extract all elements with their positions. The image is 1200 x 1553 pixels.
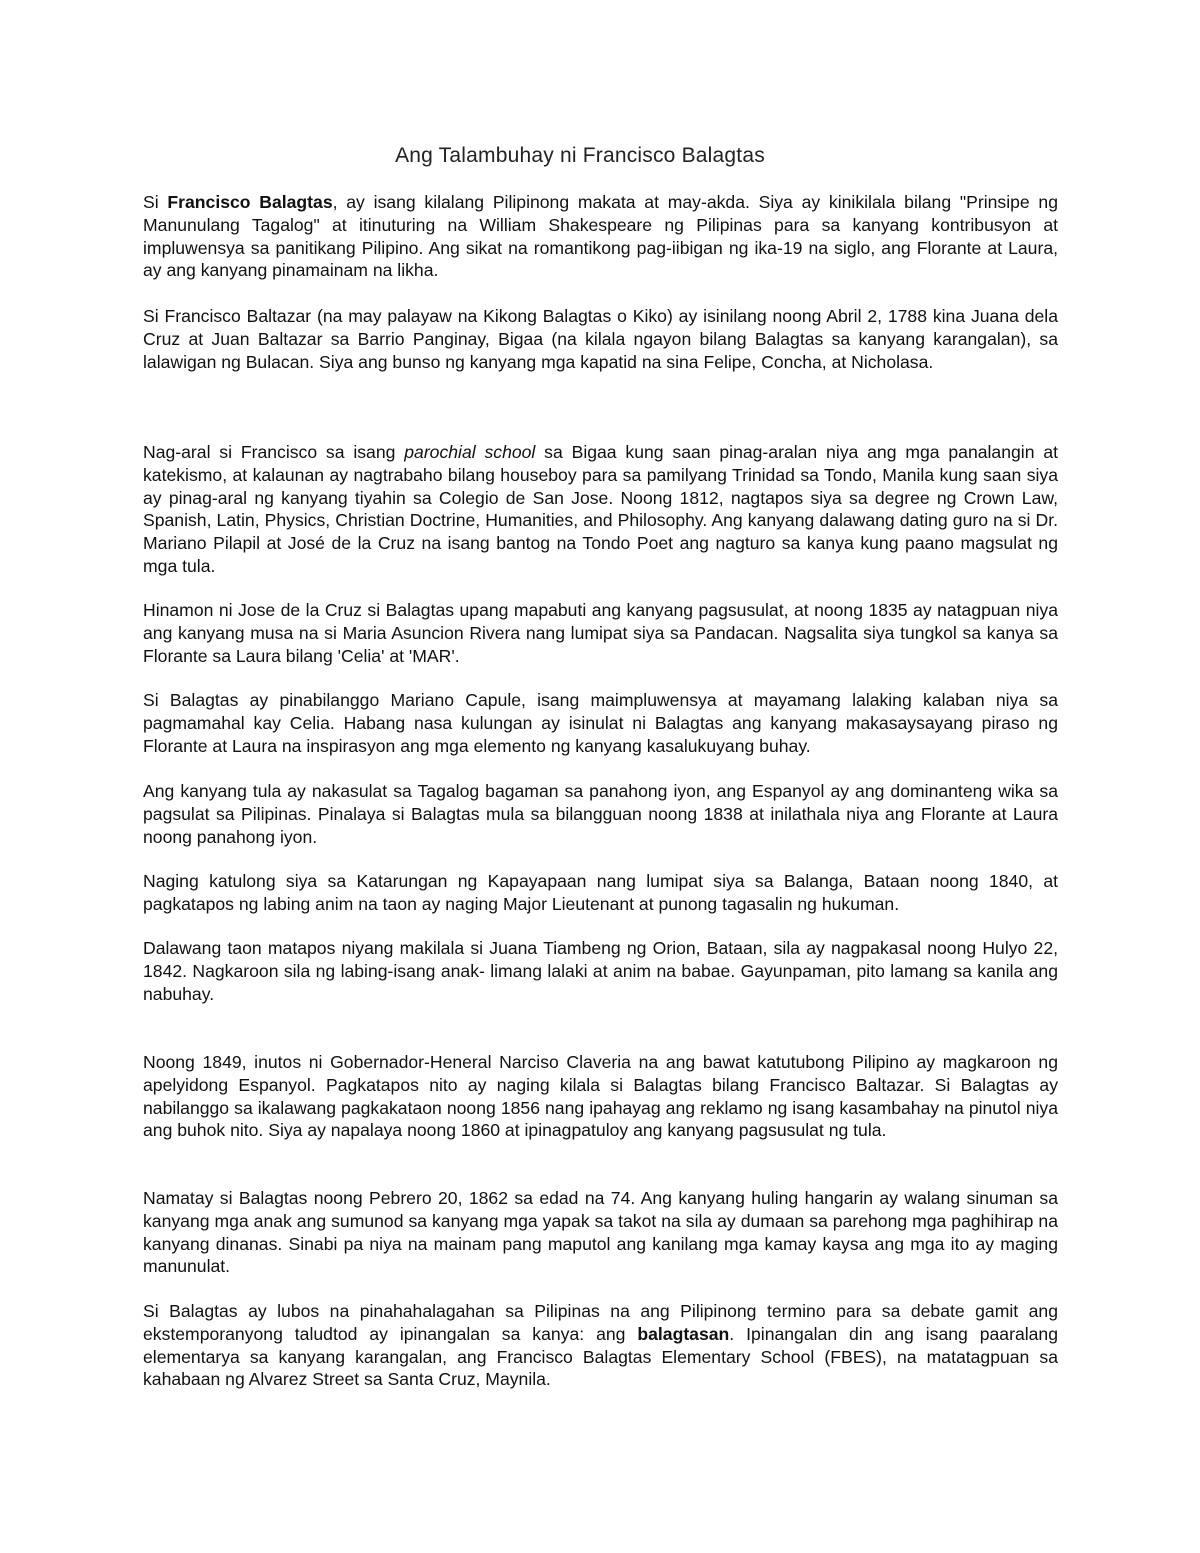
paragraph-marriage xyxy=(143,937,1058,1005)
paragraph-birth-text: Si Francisco Baltazar (na may palayaw na Kikong Balagtas o Kiko) ay isinilang noong Abril 2, 1788 kina Juana dela Cruz at Juan Baltazar sa Barrio Panginay, Bigaa (na kilala ngayon bilang Balagtas sa kanyang karangalan), sa lalawigan ng Bulacan. Siya ang bunso ng kanyang mga kapatid na sina Felipe, Concha, at Nicholasa. xyxy=(143,306,1058,372)
paragraph-education-lead: Nag-aral si Francisco sa isang xyxy=(143,442,405,462)
paragraph-career-text: Naging katulong siya sa Katarungan ng Kapayapaan nang lumipat siya sa Balanga, Bataan noong 1840, at pagkatapos ng labing anim na taon ay naging Major Lieutenant at punong tagasalin ng hukuman. xyxy=(143,871,1058,914)
paragraph-legacy xyxy=(143,1300,1058,1391)
subject-name-bold: Francisco Balagtas xyxy=(167,192,333,212)
paragraph-legacy-text: . Ipinangalan din ang isang paaralang elementarya sa kanyang karangalan, ang Francisco Balagtas Elementary School (FBES), na matatagpuan sa kahabaan ng Alvarez Street sa Santa Cruz, Maynila. xyxy=(143,1323,1058,1390)
paragraph-muse-text: Hinamon ni Jose de la Cruz si Balagtas upang mapabuti ang kanyang pagsusulat, at noong 1835 ay natagpuan niya ang kanyang musa na si Maria Asuncion Rivera nang lumipat siya sa Pandacan. Nagsalita siya tungkol sa kanya sa Florante sa Laura bilang 'Celia' at 'MAR'. xyxy=(143,600,1058,666)
paragraph-marriage-text: Dalawang taon matapos niyang makilala si Juana Tiambeng ng Orion, Bataan, sila ay nagpakasal noong Hulyo 22, 1842. Nagkaroon sila ng labing-isang anak- limang lalaki at anim na babae. Gayunpaman, pito lamang sa kanila ang nabuhay. xyxy=(143,938,1058,1004)
paragraph-surname xyxy=(143,1051,1058,1142)
paragraph-death-text: Namatay si Balagtas noong Pebrero 20, 1862 sa edad na 74. Ang kanyang huling hangarin ay walang sinuman sa kanyang mga anak ang sumunod sa kanyang mga yapak sa takot na sila ay dumaan sa parehong mga paghihirap na kanyang dinanas. Sinabi pa niya na mainam pang maputol ang kanilang mga kamay kaysa ang mga ito ay maging manunulat. xyxy=(143,1188,1058,1277)
paragraph-surname-text: Noong 1849, inutos ni Gobernador-Heneral Narciso Claveria na ang bawat katutubong Pilipino ay magkaroon ng apelyidong Espanyol. Pagkatapos nito ay naging kilala si Balagtas bilang Francisco Baltazar. Si Balagtas ay nabilanggo sa ikalawang pagkakataon noong 1856 nang ipahayag ang reklamo ng isang kasambahay na pinutol niya ang buhok nito. Siya ay napalaya noong 1860 at ipinagpatuloy ang kanyang pagsusulat ng tula. xyxy=(143,1052,1058,1141)
paragraph-death xyxy=(143,1187,1058,1278)
paragraph-education-text: sa Bigaa kung saan pinag-aralan niya ang mga panalangin at katekismo, at kalaunan ay nagtrabaho bilang houseboy para sa pamilyang Trinidad sa Tondo, Manila kung saan siya ay pinag-aral ng kanyang tiyahin sa Colegio de San Jose. Noong 1812, nagtapos siya sa degree ng Crown Law, Spanish, Latin, Physics, Christian Doctrine, Humanities, and Philosophy. Ang kanyang dalawang dating guro na si Dr. Mariano Pilapil at José de la Cruz na isang bantog na Tondo Poet ang nagturo sa kanya kung paano magsulat ng mga tula. xyxy=(143,442,1058,576)
paragraph-muse xyxy=(143,599,1058,667)
document-title: Ang Talambuhay ni Francisco Balagtas xyxy=(395,144,765,167)
paragraph-intro xyxy=(143,191,1058,282)
balagtasan-bold: balagtasan xyxy=(637,1323,730,1344)
paragraph-education xyxy=(143,441,1058,578)
paragraph-language-text: Ang kanyang tula ay nakasulat sa Tagalog bagaman sa panahong iyon, ang Espanyol ay ang dominanteng wika sa pagsulat sa Pilipinas. Pinalaya si Balagtas mula sa bilangguan noong 1838 at inilathala niya ang Florante at Laura noong panahong iyon. xyxy=(143,781,1058,847)
paragraph-birth xyxy=(143,305,1058,373)
paragraph-language xyxy=(143,780,1058,848)
paragraph-prison xyxy=(143,689,1058,757)
paragraph-intro-lead: Si xyxy=(143,192,168,212)
paragraph-legacy-lead: Si Balagtas ay lubos na pinahahalagahan sa Pilipinas na ang Pilipinong termino para sa debate gamit ang ekstemporanyong taludtod ay ipinangalan sa kanya: ang xyxy=(143,1301,1058,1344)
paragraph-prison-text: Si Balagtas ay pinabilanggo Mariano Capule, isang maimpluwensya at mayamang lalaking kalaban niya sa pagmamahal kay Celia. Habang nasa kulungan ay isinulat ni Balagtas ang kanyang makasaysayang piraso ng Florante at Laura na inspirasyon ang mga elemento ng kanyang kasalukuyang buhay. xyxy=(143,690,1058,756)
paragraph-intro-text: , ay isang kilalang Pilipinong makata at may-akda. Siya ay kinikilala bilang "Prinsipe ng Manunulang Tagalog" at itinuturing na William Shakespeare ng Pilipinas para sa kanyang kontribusyon at impluwensya sa panitikang Pilipino. Ang sikat na romantikong pag-iibigan ng ika-19 na siglo, ang Florante at Laura, ay ang kanyang pinamainam na likha. xyxy=(143,192,1059,281)
paragraph-career xyxy=(143,870,1058,916)
parochial-school-italic: parochial school xyxy=(404,442,536,462)
